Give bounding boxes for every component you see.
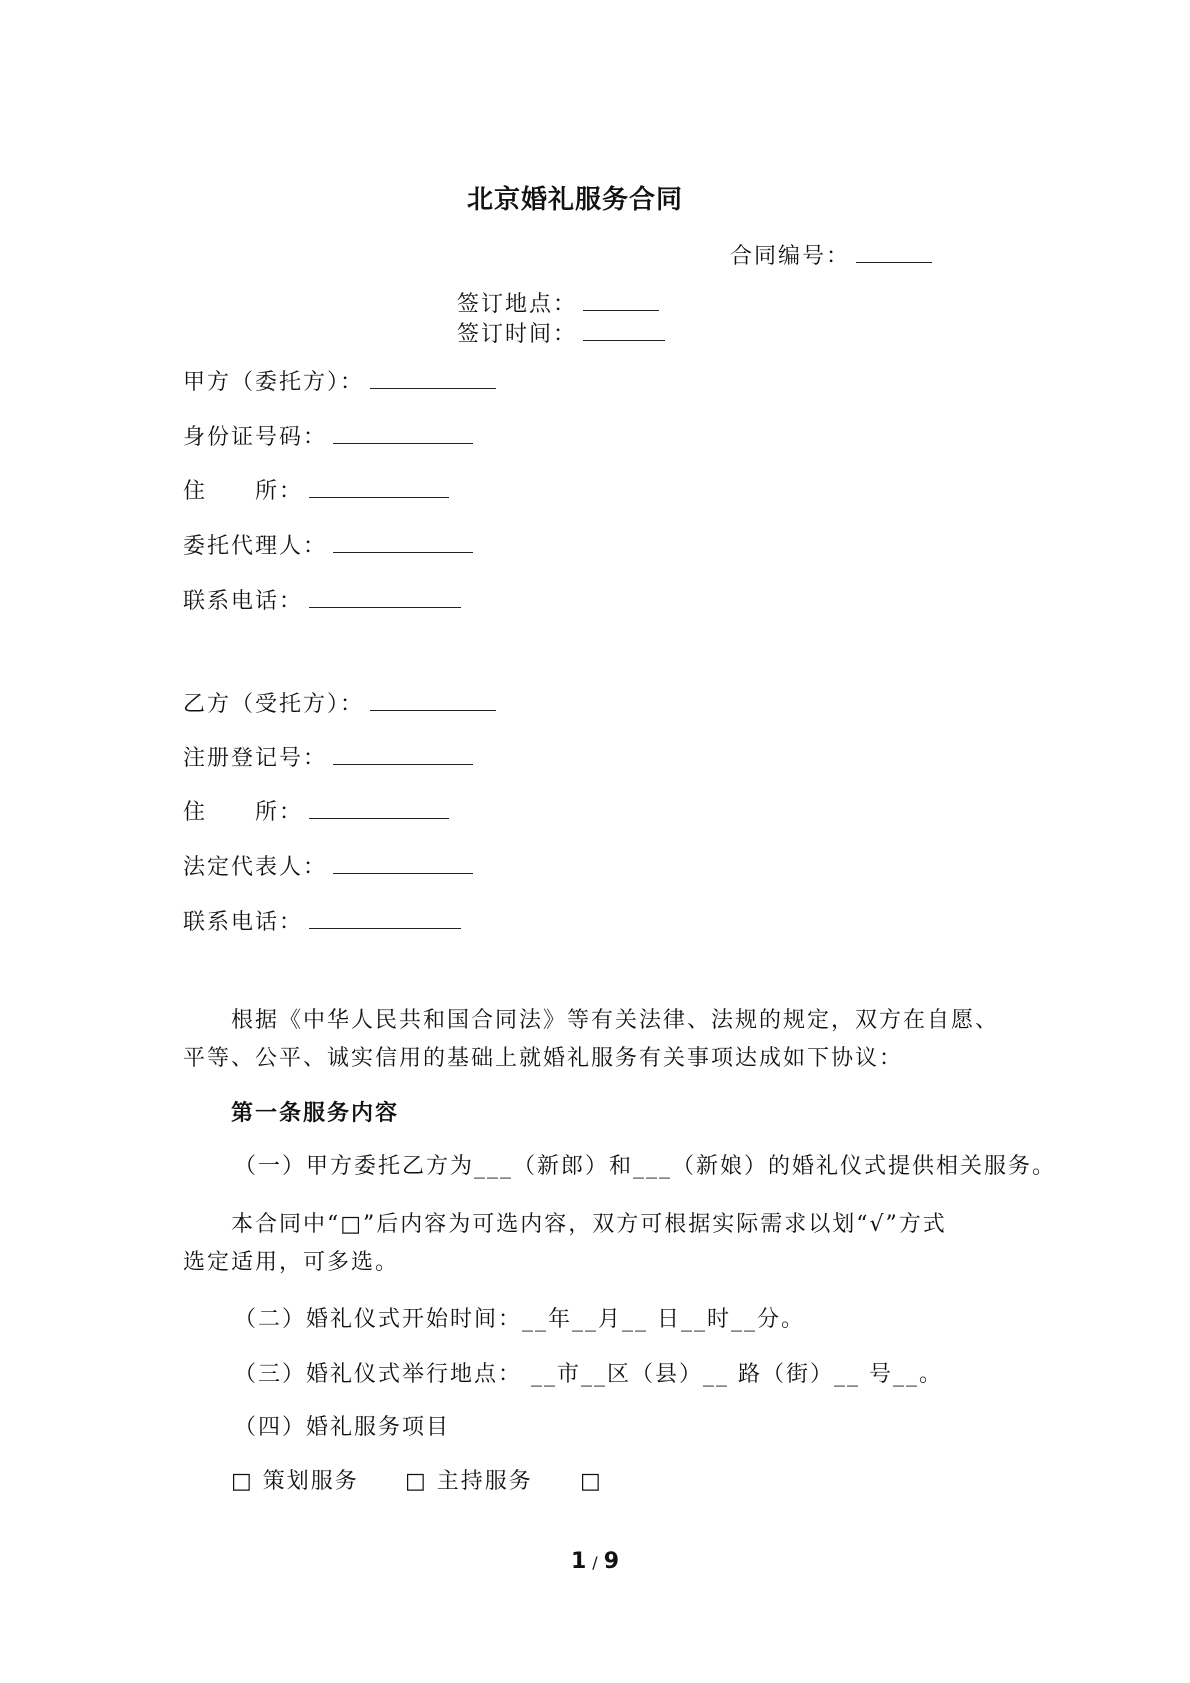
signing-time-field <box>457 318 665 349</box>
current-page: 1 <box>570 1549 587 1574</box>
contract-number-blank <box>856 240 932 263</box>
party-b-registration-blank <box>333 742 473 765</box>
signing-place-label: 签订地点： <box>457 292 578 317</box>
party-a-id-field <box>183 421 473 452</box>
party-a-phone-blank <box>309 585 461 608</box>
document-title: 北京婚礼服务合同 <box>466 185 683 215</box>
signing-place-blank <box>583 288 659 311</box>
page-separator: / <box>592 1553 598 1572</box>
page-number <box>0 1548 1190 1577</box>
party-a-agent-label: 委托代理人： <box>183 534 328 559</box>
party-b-representative-blank <box>333 851 473 874</box>
party-a-id-blank <box>333 421 473 444</box>
party-a-name-label: 甲方（委托方）： <box>183 370 365 395</box>
party-b-phone-label: 联系电话： <box>183 910 304 935</box>
party-b-representative-label: 法定代表人： <box>183 855 328 880</box>
signing-time-blank <box>583 318 665 341</box>
party-a-address-label: 住 所： <box>183 479 304 504</box>
party-b-phone-blank <box>309 906 461 929</box>
party-a-name-field <box>183 366 496 397</box>
party-b-name-field <box>183 688 496 719</box>
preamble-line-2: 平等、公平、诚实信用的基础上就婚礼服务有关事项达成如下协议： <box>183 1046 904 1071</box>
party-b-phone-field <box>183 906 461 937</box>
party-a-agent-field <box>183 530 473 561</box>
contract-number-label: 合同编号： <box>730 244 851 269</box>
party-a-agent-blank <box>333 530 473 553</box>
signing-place-field <box>457 288 659 319</box>
clause-2: （二）婚礼仪式开始时间：__年__月__ 日__时__分。 <box>234 1307 805 1332</box>
signing-time-label: 签订时间： <box>457 322 578 347</box>
preamble-line-1: 根据《中华人民共和国合同法》等有关法律、法规的规定，双方在自愿、 <box>231 1008 1000 1033</box>
clause-4: （四）婚礼服务项目 <box>234 1415 451 1440</box>
party-b-address-label: 住 所： <box>183 800 304 825</box>
option-planning: □ 策划服务 <box>231 1469 359 1494</box>
party-b-registration-label: 注册登记号： <box>183 746 328 771</box>
option-blank: □ <box>580 1469 603 1494</box>
party-a-phone-label: 联系电话： <box>183 589 304 614</box>
option-hosting: □ 主持服务 <box>405 1469 533 1494</box>
party-b-address-blank <box>309 796 449 819</box>
party-a-name-blank <box>370 366 496 389</box>
party-b-address-field <box>183 796 449 827</box>
party-a-phone-field <box>183 585 461 616</box>
party-b-name-label: 乙方（受托方）： <box>183 692 365 717</box>
contract-number-field <box>730 240 932 271</box>
party-a-address-field <box>183 475 449 506</box>
clause-1: （一）甲方委托乙方为___（新郎）和___（新娘）的婚礼仪式提供相关服务。 <box>234 1154 1057 1179</box>
party-b-registration-field <box>183 742 473 773</box>
party-a-address-blank <box>309 475 449 498</box>
party-b-representative-field <box>183 851 473 882</box>
total-pages: 9 <box>603 1549 619 1574</box>
party-b-name-blank <box>370 688 496 711</box>
clause-3: （三）婚礼仪式举行地点： __市__区（县）__ 路（街）__ 号__。 <box>234 1362 943 1387</box>
note-line-1: 本合同中“□”后内容为可选内容，双方可根据实际需求以划“√”方式 <box>231 1212 947 1237</box>
article-1-heading: 第一条服务内容 <box>231 1101 400 1126</box>
party-a-id-label: 身份证号码： <box>183 425 328 450</box>
note-line-2: 选定适用，可多选。 <box>183 1250 400 1275</box>
